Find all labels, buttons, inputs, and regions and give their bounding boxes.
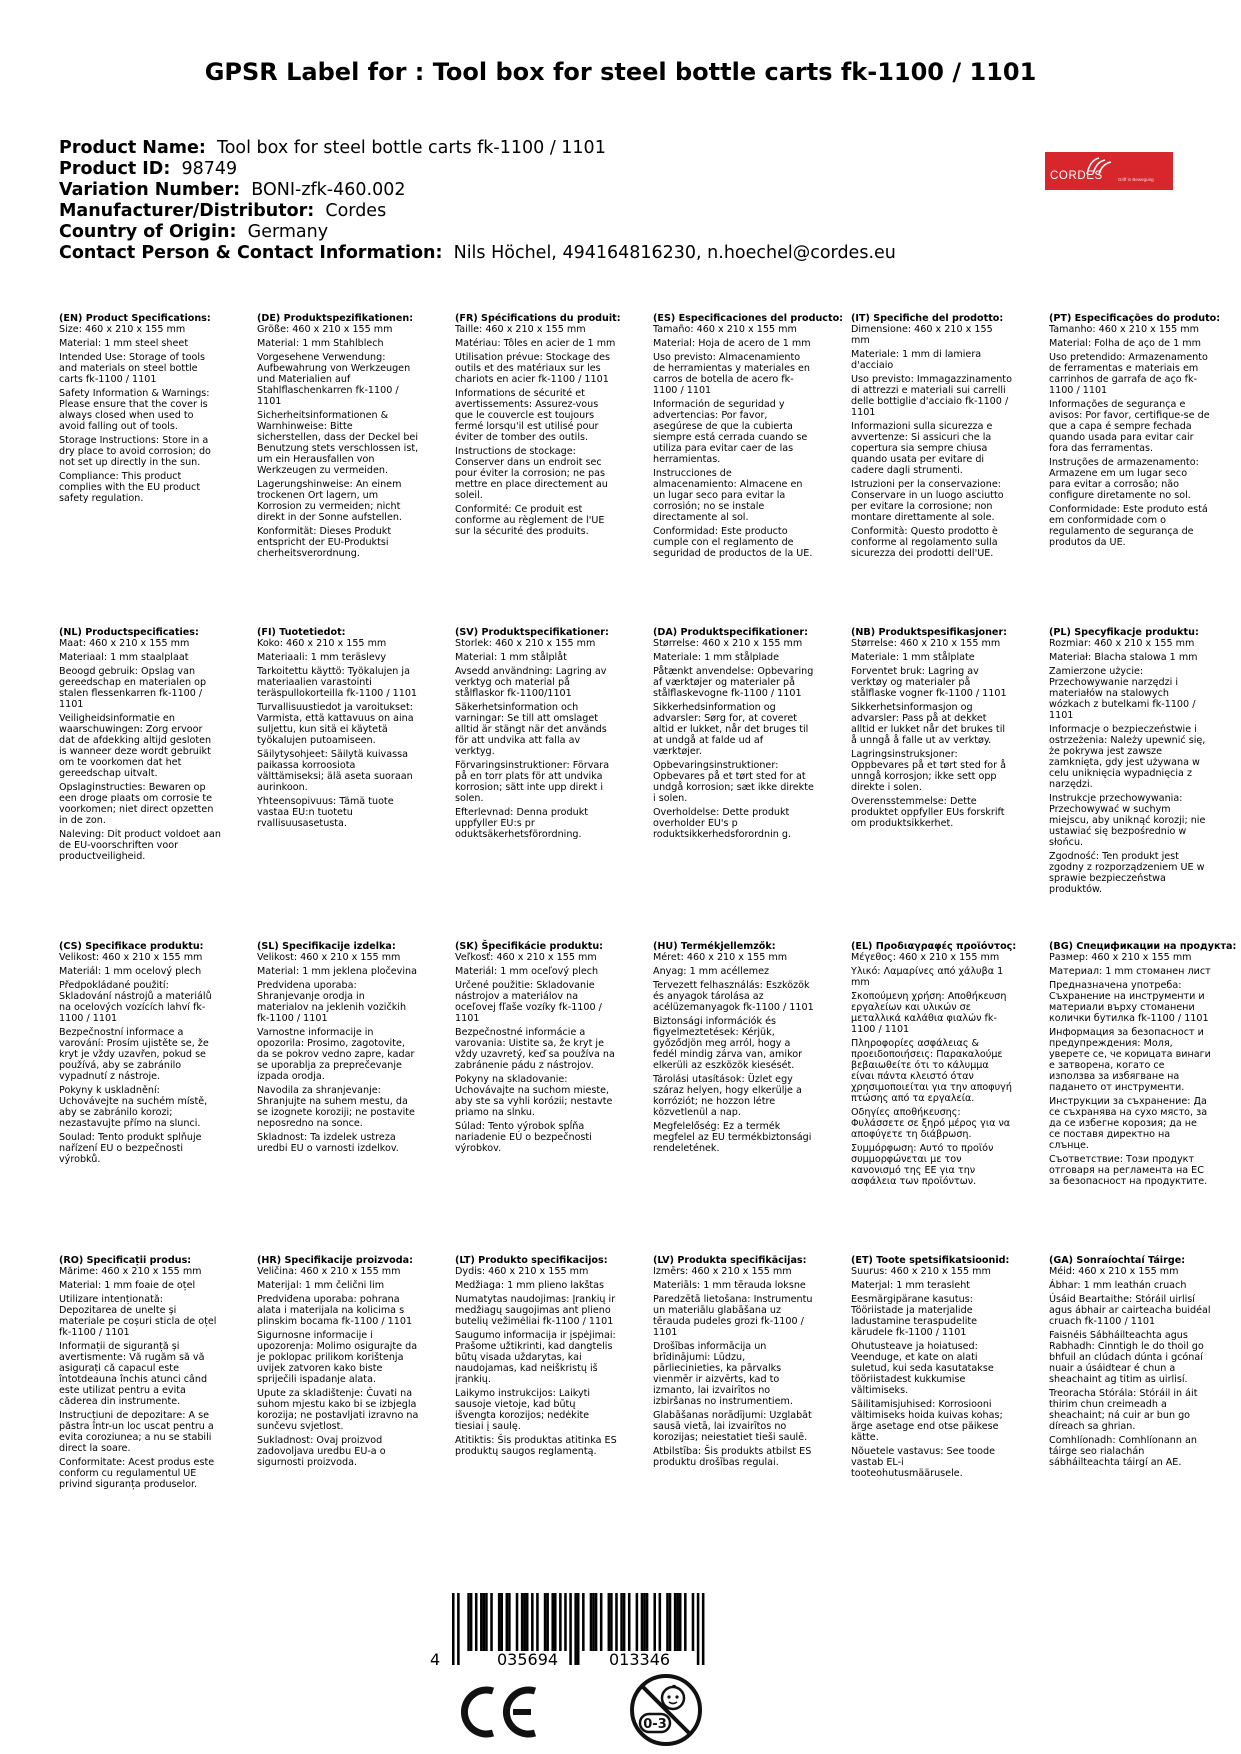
barcode-bar [564,1593,567,1651]
spec-paragraph: Bezpečnostné informácie a varovania: Uistite sa, že kryt je vždy uzavretý, keď sa používa na zabránenie pádu z nástrojov. [455,1027,615,1071]
spec-paragraph: Soulad: Tento produkt splňuje nařízení EU o bezpečnosti výrobků. [59,1132,202,1165]
spec-paragraph: Nõuetele vastavus: See toode vastab EL-i tooteohutusmäärusele. [851,1446,995,1479]
spec-paragraph: Informacje o bezpieczeństwie i ostrzeżenia: Należy upewnić się, że pokrywa jest zawsze zamknięta, gdy jest używana w celu uniknięcia wypadnięcia z narzędzi. [1049,724,1206,790]
spec-paragraph: Förvaringsinstruktioner: Förvara på en torr plats för att undvika korrosion; sätt inte upp direkt i solen. [455,760,610,804]
spec-paragraph: Materiale: 1 mm stålplade [653,652,779,663]
contact-value: Nils Höchel, 494164816230, n.hoechel@cordes.eu [453,243,896,263]
spec-heading: (LV) Produkta specifikācijas: [653,1255,807,1266]
spec-paragraph: Overholdelse: Dette produkt overholder EU's p roduktsikkerhedsforordnin g. [653,807,792,840]
spec-paragraph: Lagringsinstruksjoner: Oppbevares på et tørt sted for å unngå korrosjon; ikke sett opp direkte i solen. [851,749,1007,793]
barcode-bar [508,1593,511,1651]
spec-paragraph: Conformitate: Acest produs este conform cu regulamentul UE privind siguranța produselor. [59,1457,215,1490]
barcode-bar [692,1593,695,1651]
product-name-label: Product Name: [59,138,206,158]
spec-heading: (FI) Tuotetiedot: [257,627,346,638]
spec-paragraph: Påtænkt anvendelse: Opbevaring af værktøjer og materialer på stålflaskevogne fk-1100 / 1101 [653,666,814,699]
spec-paragraph: Tarkoitettu käyttö: Työkalujen ja materiaalien varastointi teräspullokorteilla fk-1100 / 1101 [257,666,418,699]
spec-column [851,627,1013,941]
spec-grid [59,313,1237,1569]
barcode-bar [544,1593,547,1651]
barcode-bar [674,1593,677,1651]
spec-paragraph: Tervezett felhasználás: Eszközök és anyagok tárolása az acélüzemanyagok fk-1100 / 1101 [653,980,814,1013]
barcode-bars [430,1593,726,1668]
manufacturer-label: Manufacturer/Distributor: [59,201,315,221]
spec-column [257,941,419,1255]
spec-paragraph: Materiał: Blacha stalowa 1 mm [1049,652,1198,663]
spec-paragraph: Tamaño: 460 x 210 x 155 mm [653,324,797,335]
barcode-bar [485,1593,488,1651]
spec-paragraph: Matériau: Tôles en acier de 1 mm [455,338,616,349]
spec-paragraph: Tárolási utasítások: Üzlet egy száraz helyen, hogy elkerülje a korróziót; ne hozzon létre közvetlenül a nap. [653,1074,802,1118]
barcode-bar [615,1593,618,1651]
spec-paragraph: Οδηγίες αποθήκευσης: Φυλάσσετε σε ξηρό μέρος για να αποφύγετε τη διάβρωση. [851,1107,1011,1140]
spec-paragraph: Materiāls: 1 mm tērauda loksne [653,1280,806,1291]
spec-paragraph: Skladnost: Ta izdelek ustreza uredbi EU o varnosti izdelkov. [257,1132,399,1154]
product-info [59,138,896,264]
spec-heading: (ET) Toote spetsifikatsioonid: [851,1255,1010,1266]
spec-paragraph: Dimensione: 460 x 210 x 155 mm [851,324,993,346]
not-for-children-0-3-icon [628,1672,704,1748]
spec-paragraph: Veličina: 460 x 210 x 155 mm [257,1266,401,1277]
spec-column [653,313,844,627]
spec-paragraph: Taille: 460 x 210 x 155 mm [455,324,586,335]
spec-paragraph: Treoracha Stórála: Stóráil in áit thirim chun creimeadh a sheachaint; ná cuir ar bun go díreach sa ghrian. [1049,1388,1198,1432]
product-name-row [59,138,896,159]
spec-paragraph: Atbilstība: Šis produkts atbilst ES produktu drošības regulai. [653,1446,812,1468]
barcode-bar [506,1593,509,1651]
barcode-bar [500,1593,503,1651]
barcode-bar [620,1593,623,1651]
spec-column [59,627,221,941]
spec-column [257,313,419,627]
barcode-bar [636,1593,639,1651]
spec-paragraph: Numatytas naudojimas: Įrankių ir medžiagų saugojimas ant plieno butelių vežimėliai fk-1100 / 1101 [455,1294,616,1327]
spec-paragraph: Safety Information & Warnings: Please ensure that the cover is always closed when used to avoid falling out of tools. [59,388,210,432]
spec-paragraph: Sikkerhetsinformasjon og advarsler: Pass på at dekket alltid er lukket når det brukes til å unngå å falle ut av verktøy. [851,702,1006,746]
spec-paragraph: Sukladnost: Ovaj proizvod zadovoljava uredbu EU-a o sigurnosti proizvoda. [257,1435,386,1468]
spec-heading: (IT) Specifiche del prodotto: [851,313,1004,324]
spec-paragraph: Pokyny k uskladnění: Uchovávejte na suchém místě, aby se zabránilo korozi; nezastavujte přímo na slunci. [59,1085,208,1129]
barcode-bar [546,1593,549,1651]
spec-heading: (HR) Specifikacije proizvoda: [257,1255,413,1266]
spec-paragraph: Předpokládané použití: Skladování nástrojů a materiálů na ocelových vozících lahví fk-1100 / 1101 [59,980,212,1024]
spec-paragraph: Materiale: 1 mm di lamiera d'acciaio [851,349,982,371]
logo-wordmark: CORDES [1050,170,1103,182]
barcode-bar [526,1593,529,1651]
barcode-bar [610,1593,613,1651]
spec-paragraph: Beoogd gebruik: Opslag van gereedschap en materialen op stalen flessenkarren fk-1100 / 1101 [59,666,207,710]
spec-paragraph: Medžiaga: 1 mm plieno lakštas [455,1280,605,1291]
barcode-bar [467,1593,470,1651]
barcode-bar [641,1593,644,1651]
spec-paragraph: Informações de segurança e avisos: Por favor, certifique-se de que a capa é sempre fechada quando usada para evitar cair fora das ferramentas. [1049,399,1210,454]
spec-column [1049,1255,1211,1569]
spec-paragraph: Utilisation prévue: Stockage des outils et des matériaux sur les chariots en acier fk-1100 / 1101 [455,352,611,385]
barcode [430,1593,726,1668]
spec-column [59,941,221,1255]
spec-paragraph: Ohutusteave ja hoiatused: Veenduge, et kate on alati suletud, kui seda kasutatakse tööriistadest kukkumise vältimiseks. [851,1341,994,1396]
spec-paragraph: Materiaali: 1 mm teräslevy [257,652,387,663]
spec-paragraph: Predvidena uporaba: Shranjevanje orodja in materialov na jeklenih vozičkih fk-1100 / 1101 [257,980,407,1024]
spec-paragraph: Größe: 460 x 210 x 155 mm [257,324,393,335]
spec-paragraph: Conformidade: Este produto está em conformidade com o regulamento de segurança de produtos da UE. [1049,504,1208,548]
barcode-bar [595,1593,598,1651]
barcode-bar [577,1593,580,1665]
spec-paragraph: Sigurnosne informacije i upozorenja: Molimo osigurajte da je poklopac prilikom korištenja uvijek zatvoren kako biste spriječili ispadanje alata. [257,1330,418,1385]
spec-paragraph: Predviđena uporaba: pohrana alata i materijala na kolicima s plinskim bocama fk-1100 / 1101 [257,1294,413,1327]
spec-paragraph: Efterlevnad: Denna produkt uppfyller EU:s pr oduktsäkerhetsförordning. [455,807,589,840]
spec-paragraph: Instrucțiuni de depozitare: A se păstra într-un loc uscat pentru a evita coroziunea; a nu se stabili direct la soare. [59,1410,214,1454]
spec-paragraph: Intended Use: Storage of tools and materials on steel bottle carts fk-1100 / 1101 [59,352,206,385]
spec-column [455,313,621,627]
spec-paragraph: Material: 1 mm steel sheet [59,338,189,349]
barcode-bar [666,1593,669,1651]
spec-paragraph: Faisnéis Sábháilteachta agus Rabhadh: Cinntigh le do thoil go bhfuil an clúdach dúnta i gcónaí nuair a úsáidtear é chun a sheachaint ag titim as uirlisí. [1049,1330,1204,1385]
spec-paragraph: Tamanho: 460 x 210 x 155 mm [1049,324,1199,335]
spec-paragraph: Upute za skladištenje: Čuvati na suhom mjestu kako bi se izbjegla korozija; ne postavljati izravno na sunčevu svjetlost. [257,1388,419,1432]
barcode-bar [676,1593,679,1651]
spec-column [455,941,617,1255]
spec-column [653,627,815,941]
spec-heading: (NL) Productspecificaties: [59,627,199,638]
spec-paragraph: Material: 1 mm jeklena pločevina [257,966,417,977]
spec-paragraph: Súlad: Tento výrobok spĺňa nariadenie EÚ o bezpečnosti výrobkov. [455,1121,592,1154]
barcode-bar [457,1593,460,1665]
spec-paragraph: Naleving: Dit product voldoet aan de EU-voorschriften voor productveiligheid. [59,829,221,862]
barcode-bar [608,1593,611,1651]
spec-paragraph: Sikkerhedsinformation og advarsler: Sørg for, at coveret altid er lukket, når det bruges til at undgå at falde ud af værktøjer. [653,702,809,757]
spec-column [1049,313,1221,627]
spec-paragraph: Turvallisuustiedot ja varoitukset: Varmista, että kattavuus on aina suljettu, kun sitä ei käytetä työkalujen putoamiseen. [257,702,414,746]
spec-paragraph: Material: Folha de aço de 1 mm [1049,338,1201,349]
barcode-bar [702,1593,705,1665]
spec-paragraph: Материал: 1 mm стоманен лист [1049,966,1211,977]
spec-paragraph: Istruzioni per la conservazione: Conservare in un luogo asciutto per evitare la corrosione; non montare direttamente al sole. [851,479,1004,523]
spec-paragraph: Sicherheitsinformationen & Warnhinweise: Bitte sicherstellen, dass der Deckel bei Benutzung stets verschlossen ist, um ein Herausfallen von Werkzeugen zu vermeiden. [257,410,419,476]
spec-column [257,627,419,941]
barcode-bar [551,1593,554,1651]
spec-paragraph: Предназначена употреба: Съхранение на инструменти и материали върху стоманени колички бутилка fk-1100 / 1101 [1049,980,1209,1024]
spec-paragraph: Vorgesehene Verwendung: Aufbewahrung von Werkzeugen und Materialien auf Stahlflaschenkarren fk-1100 / 1101 [257,352,411,407]
spec-paragraph: Material: Hoja de acero de 1 mm [653,338,811,349]
spec-paragraph: Veľkosť: 460 x 210 x 155 mm [455,952,597,963]
barcode-bar [490,1593,493,1651]
spec-paragraph: Size: 460 x 210 x 155 mm [59,324,186,335]
spec-paragraph: Σκοπούμενη χρήση: Αποθήκευση εργαλείων και υλικών σε μεταλλικά καλάθια φιαλών fk-1100 / 1101 [851,991,1007,1035]
spec-column [851,313,1013,627]
barcode-bar [521,1593,524,1651]
spec-column [1049,627,1211,941]
spec-paragraph: Säkerhetsinformation och varningar: Se till att omslaget alltid är stängt när det används för att undvika att falla av verktyg. [455,702,607,757]
spec-paragraph: Dydis: 460 x 210 x 155 mm [455,1266,589,1277]
spec-paragraph: Størrelse: 460 x 210 x 155 mm [851,638,1001,649]
spec-paragraph: Uso previsto: Immagazzinamento di attrezzi e materiali sui carrelli delle bottiglie d'acciaio fk-1100 / 1101 [851,374,1012,418]
spec-heading: (LT) Produkto specifikacijos: [455,1255,608,1266]
barcode-bar [684,1593,687,1651]
spec-heading: (NB) Produktspesifikasjoner: [851,627,1008,638]
spec-paragraph: Izmērs: 460 x 210 x 155 mm [653,1266,792,1277]
barcode-bar [653,1593,656,1651]
product-id-value: 98749 [181,159,238,179]
spec-paragraph: Avsedd användning: Lagring av verktyg och material på stålflaskor fk-1100/1101 [455,666,607,699]
barcode-left-digits: 035694 [497,1650,559,1669]
spec-paragraph: Materiál: 1 mm ocelový plech [59,966,202,977]
spec-paragraph: Säilitamisjuhised: Korrosiooni vältimiseks hoida kuivas kohas; ärge asetage end otse päikese kätte. [851,1399,1003,1443]
spec-paragraph: Informations de sécurité et avertissements: Assurez-vous que le couvercle est toujours fermé lorsqu'il est utilisé pour éviter de tomber des outils. [455,388,599,443]
spec-paragraph: Størrelse: 460 x 210 x 155 mm [653,638,803,649]
spec-paragraph: Información de seguridad y advertencias: Por favor, asegúrese de que la cubierta siempre está cerrada cuando se utiliza para evitar caer de las herramientas. [653,399,808,465]
spec-paragraph: Bezpečnostní informace a varování: Prosím ujistěte se, že kryt je vždy uzavřen, pokud se používá, aby se zabránilo vypadnutí z nástroje. [59,1027,209,1082]
manufacturer-row [59,201,896,222]
barcode-bar [498,1593,501,1651]
spec-paragraph: Určené použitie: Skladovanie nástrojov a materiálov na oceľovej fľaše vozíky fk-1100 / 1101 [455,980,602,1024]
spec-column [653,1255,815,1569]
cordes-logo [1045,152,1173,190]
spec-paragraph: Megfelelőség: Ez a termék megfelel az EU termékbiztonsági rendeletének. [653,1121,812,1154]
spec-paragraph: Информация за безопасност и предупреждения: Моля, уверете се, че корицата винаги е затворена, когато се използва за избягване на падането от инструменти. [1049,1027,1211,1093]
spec-paragraph: Μέγεθος: 460 x 210 x 155 mm [851,952,1000,963]
spec-paragraph: Υλικό: Λαμαρίνες από χάλυβα 1 mm [851,966,1004,988]
spec-heading: (BG) Спецификации на продукта: [1049,941,1237,952]
barcode-bar [536,1593,539,1651]
barcode-bar [475,1593,478,1651]
spec-paragraph: Utilizare intenționată: Depozitarea de unelte și materiale pe coșuri sticla de oțel fk-1100 / 1101 [59,1294,217,1338]
spec-paragraph: Velikost: 460 x 210 x 155 mm [59,952,203,963]
spec-column [1049,941,1237,1255]
barcode-bar [697,1593,700,1665]
country-value: Germany [247,222,329,242]
spec-paragraph: Yhteensopivuus: Tämä tuote vastaa EU:n tuotetu rvallisuusasetusta. [257,796,394,829]
spec-paragraph: Zgodność: Ten produkt jest zgodny z rozporządzeniem UE w sprawie bezpieczeństwa produktów. [1049,851,1205,895]
spec-paragraph: Paredzētā lietošana: Instrumentu un materiālu glabāšana uz tērauda pudeles grozi fk-1100 / 1101 [653,1294,813,1338]
age-range-label: 0-3 [643,1717,667,1732]
spec-paragraph: Mărime: 460 x 210 x 155 mm [59,1266,202,1277]
spec-paragraph: Eesmärgipärane kasutus: Tööriistade ja materjalide ladustamine teraspudelite kärudele fk-1100 / 1101 [851,1294,978,1338]
spec-paragraph: Pokyny na skladovanie: Uchovávajte na suchom mieste, aby ste sa vyhli korózii; nestavte priamo na slnku. [455,1074,613,1118]
spec-heading: (SL) Specifikacije izdelka: [257,941,396,952]
spec-paragraph: Material: 1 mm Stahlblech [257,338,384,349]
spec-paragraph: Uso previsto: Almacenamiento de herramientas y materiales en carros de botella de acero fk-1100 / 1101 [653,352,811,396]
spec-heading: (SK) Špecifikácie produktu: [455,941,604,952]
spec-paragraph: Méid: 460 x 210 x 155 mm [1049,1266,1179,1277]
spec-paragraph: Uso pretendido: Armazenamento de ferramentas e materiais em carrinhos de garrafa de aço fk-1100 / 1101 [1049,352,1208,396]
spec-heading: (SV) Produktspecifikationer: [455,627,609,638]
contact-label: Contact Person & Contact Information: [59,243,443,263]
barcode-bar [559,1593,562,1651]
barcode-bar [531,1593,534,1651]
barcode-bar [470,1593,473,1651]
product-id-label: Product ID: [59,159,171,179]
spec-heading: (EL) Προδιαγραφές προϊόντος: [851,941,1017,952]
barcode-bar [600,1593,603,1651]
spec-paragraph: Materiale: 1 mm stålplate [851,652,975,663]
spec-heading: (HU) Termékjellemzők: [653,941,776,952]
barcode-bar [569,1593,572,1665]
ce-mark-icon [457,1683,541,1741]
spec-paragraph: Säilytysohjeet: Säilytä kuivassa paikassa korroosiota välttämiseksi; älä aseta suoraan aurinkoon. [257,749,413,793]
barcode-bar [628,1593,631,1651]
spec-paragraph: Informații de siguranță și avertismente: Vă rugăm să vă asigurați că capacul este întotdeauna închis atunci când este utilizat pentru a evita căderea din instrumente. [59,1341,208,1407]
country-row [59,222,896,243]
spec-paragraph: Atitiktis: Šis produktas atitinka ES produktų saugos reglamentą. [455,1435,617,1457]
spec-paragraph: Koko: 460 x 210 x 155 mm [257,638,387,649]
spec-column [59,313,221,627]
spec-column [455,1255,617,1569]
spec-paragraph: Storlek: 460 x 210 x 155 mm [455,638,596,649]
barcode-bar [452,1593,455,1665]
barcode-right-digits: 013346 [609,1650,671,1669]
barcode-bar [592,1593,595,1651]
barcode-bar [480,1593,483,1651]
spec-paragraph: Velikost: 460 x 210 x 155 mm [257,952,401,963]
spec-paragraph: Suurus: 460 x 210 x 155 mm [851,1266,991,1277]
variation-number-label: Variation Number: [59,180,241,200]
spec-paragraph: Drošības informācija un brīdinājumi: Lūdzu, pārliecinieties, ka pārvalks vienmēr ir aizvērts, kad to izmanto, lai izvairītos no izbiršanas no instrumentiem. [653,1341,793,1407]
spec-paragraph: Opbevaringsinstruktioner: Opbevares på et tørt sted for at undgå korrosion; sæt ikke direkte i solen. [653,760,814,804]
spec-paragraph: Rozmiar: 460 x 210 x 155 mm [1049,638,1195,649]
spec-paragraph: Compliance: This product complies with the EU product safety regulation. [59,471,201,504]
spec-heading: (GA) Sonraíochtaí Táirge: [1049,1255,1186,1266]
barcode-bar [574,1593,577,1665]
spec-paragraph: Materiál: 1 mm oceľový plech [455,966,599,977]
barcode-bar [483,1593,486,1651]
spec-paragraph: Instrucciones de almacenamiento: Almacene en un lugar seco para evitar la corrosión; no se instale directamente al sol. [653,468,803,523]
spec-paragraph: Glabāšanas norādījumi: Uzglabāt sausā vietā, lai izvairītos no korozijas; neiestatiet tieši saulē. [653,1410,812,1443]
spec-heading: (CS) Specifikace produktu: [59,941,204,952]
manufacturer-value: Cordes [325,201,387,221]
spec-paragraph: Съответствие: Този продукт отговаря на регламента на ЕС за безопасност на продуктите. [1049,1154,1208,1187]
spec-paragraph: Biztonsági információk és figyelmeztetések: Kérjük, győződjön meg arról, hogy a fedél mindig zárva van, amikor elkerüli az eszközök kiesését. [653,1016,803,1071]
spec-paragraph: Forventet bruk: Lagring av verktøy og materialer på stålflaske vogner fk-1100 / 1101 [851,666,1007,699]
spec-column [851,1255,1013,1569]
spec-paragraph: Συμμόρφωση: Αυτό το προϊόν συμμορφώνεται με τον κανονισμό της ΕΕ για την ασφάλεια των προϊόντων. [851,1143,994,1187]
barcode-bar [623,1593,626,1651]
spec-paragraph: Opslaginstructies: Bewaren op een droge plaats om corrosie te voorkomen; niet direct opzetten in de zon. [59,782,214,826]
barcode-bar [679,1593,682,1651]
spec-paragraph: Instrukcje przechowywania: Przechowywać w suchym miejscu, aby uniknąć korozji; nie ustawiać się bezpośrednio w słońcu. [1049,793,1206,848]
spec-paragraph: Размер: 460 x 210 x 155 mm [1049,952,1192,963]
spec-paragraph: Πληροφορίες ασφάλειας & προειδοποιήσεις: Παρακαλούμε βεβαιωθείτε ότι το κάλυμμα είναι πάντα κλειστό όταν χρησιμοποιείται για την αποφυγή πτώσης από τα εργαλεία. [851,1038,1012,1104]
spec-heading: (DA) Produktspecifikationer: [653,627,808,638]
barcode-bar [643,1593,646,1651]
spec-paragraph: Lagerungshinweise: An einem trockenen Ort lagern, um Korrosion zu vermeiden; nicht direkt in der Sonne aufstellen. [257,479,402,523]
spec-column [59,1255,221,1569]
barcode-bar [590,1593,593,1651]
spec-column [455,627,617,941]
spec-paragraph: Material: 1 mm stålplåt [455,652,567,663]
spec-paragraph: Инструкции за съхранение: Да се съхранява на сухо място, за да се избегне корозия; да не се поставя директно на слънце. [1049,1096,1208,1151]
spec-heading: (RO) Specificații produs: [59,1255,192,1266]
spec-paragraph: Navodila za shranjevanje: Shranjujte na suhem mestu, da se izognete koroziji; ne postavite neposredno na sonce. [257,1085,415,1129]
spec-heading: (PT) Especificações do produto: [1049,313,1221,324]
spec-heading: (EN) Product Specifications: [59,313,211,324]
barcode-bar [646,1593,649,1651]
barcode-bar [554,1593,557,1651]
barcode-bar [659,1593,662,1651]
variation-number-row [59,180,896,201]
barcode-bar [669,1593,672,1651]
spec-paragraph: Saugumo informacija ir įspėjimai: Prašome užtikrinti, kad dangtelis būtų visada uždarytas, kai naudojamas, kad neiškristų iš įrankių. [455,1330,616,1385]
spec-paragraph: Storage Instructions: Store in a dry place to avoid corrosion; do not set up directly in the sun. [59,435,211,468]
spec-paragraph: Anyag: 1 mm acéllemez [653,966,770,977]
spec-paragraph: Conformità: Questo prodotto è conforme al regolamento sulla sicurezza dei prodotti dell'UE. [851,526,998,559]
spec-paragraph: Overensstemmelse: Dette produktet oppfyller EUs forskrift om produktsikkerhet. [851,796,1005,829]
spec-column [257,1255,419,1569]
spec-paragraph: Instructions de stockage: Conserver dans un endroit sec pour éviter la corrosion; ne pas mettre en place directement au soleil. [455,446,608,501]
spec-paragraph: Ábhar: 1 mm leathán cruach [1049,1280,1187,1291]
spec-paragraph: Laikymo instrukcijos: Laikyti sausoje vietoje, kad būtų išvengta korozijos; nedėkite tiesiai į saulę. [455,1388,591,1432]
spec-paragraph: Konformität: Dieses Produkt entspricht der EU-Produktsi cherheitsverordnung. [257,526,392,559]
variation-number-value: BONI-zfk-460.002 [251,180,406,200]
spec-paragraph: Materiaal: 1 mm staalplaat [59,652,189,663]
spec-paragraph: Conformidad: Este producto cumple con el reglamento de seguridad de productos de la UE. [653,526,813,559]
contact-row [59,243,896,264]
spec-heading: (ES) Especificaciones del producto: [653,313,844,324]
logo-tagline: Griff in Bewegung [1118,177,1154,182]
spec-heading: (FR) Spécifications du produit: [455,313,621,324]
spec-paragraph: Informazioni sulla sicurezza e avvertenze: Si assicuri che la copertura sia sempre chiusa quando usata per evitare di cadere dagli strumenti. [851,421,993,476]
spec-paragraph: Conformité: Ce produit est conforme au règlement de l'UE sur la sécurité des produits. [455,504,605,537]
spec-paragraph: Materjal: 1 mm terasleht [851,1280,971,1291]
spec-paragraph: Maat: 460 x 210 x 155 mm [59,638,190,649]
barcode-bar [582,1593,585,1651]
spec-paragraph: Comhlíonadh: Comhlíonann an táirge seo rialachán sábháilteachta táirgí an AE. [1049,1435,1197,1468]
spec-paragraph: Instruções de armazenamento: Armazene em um lugar seco para evitar a corrosão; não configure diretamente no sol. [1049,457,1199,501]
spec-paragraph: Méret: 460 x 210 x 155 mm [653,952,788,963]
barcode-first-digit: 4 [430,1650,441,1669]
page-title: GPSR Label for : Tool box for steel bottle carts fk-1100 / 1101 [204,58,1037,86]
spec-paragraph: Material: 1 mm foaie de oțel [59,1280,196,1291]
spec-column [851,941,1017,1255]
product-name-value: Tool box for steel bottle carts fk-1100 / 1101 [217,138,606,158]
barcode-bar [523,1593,526,1651]
spec-paragraph: Úsáid Beartaithe: Stóráil uirlisí agus ábhair ar cairteacha buidéal cruach fk-1100 / 1101 [1049,1294,1211,1327]
product-id-row [59,159,896,180]
country-label: Country of Origin: [59,222,237,242]
spec-column [653,941,815,1255]
spec-paragraph: Zamierzone użycie: Przechowywanie narzędzi i materiałów na stalowych wózkach z butelkami fk-1100 / 1101 [1049,666,1196,721]
spec-heading: (DE) Produktspezifikationen: [257,313,414,324]
barcode-bar [516,1593,519,1651]
spec-paragraph: Veiligheidsinformatie en waarschuwingen: Zorg ervoor dat de afdekking altijd gesloten is wanneer deze wordt gebruikt om te voorkomen dat het gereedschap uitvalt. [59,713,212,779]
spec-paragraph: Varnostne informacije in opozorila: Prosimo, zagotovite, da se pokrov vedno zapre, kadar se uporablja za preprečevanje izpada orodja. [257,1027,415,1082]
spec-paragraph: Materijal: 1 mm čelični lim [257,1280,385,1291]
spec-heading: (PL) Specyfikacje produktu: [1049,627,1199,638]
